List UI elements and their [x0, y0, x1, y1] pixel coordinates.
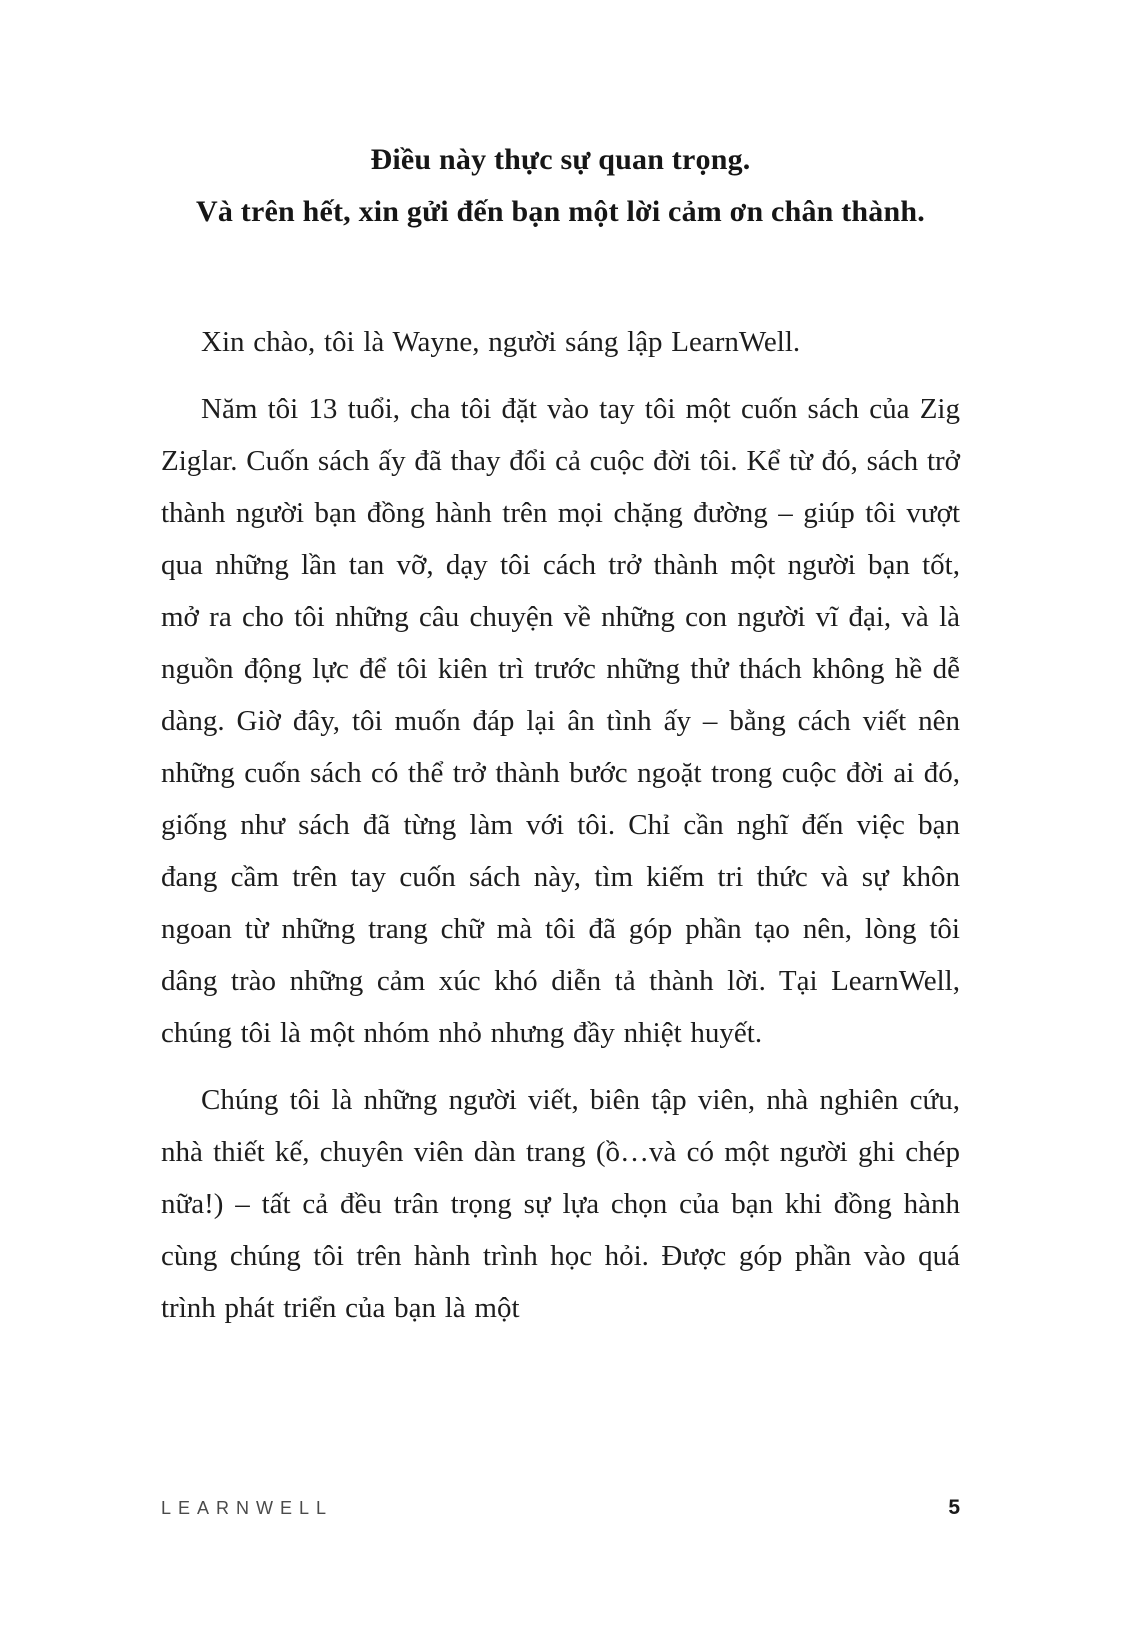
paragraph-intro: Xin chào, tôi là Wayne, người sáng lập LearnWell. — [201, 326, 801, 358]
page-content — [161, 0, 960, 1646]
heading-line-1: Điều này thực sự quan trọng. — [370, 143, 751, 176]
page-footer — [161, 1496, 960, 1520]
body-text — [161, 316, 960, 1334]
footer-brand: LEARNWELL — [161, 1498, 334, 1518]
paragraph-story: Năm tôi 13 tuổi, cha tôi đặt vào tay tôi một cuốn sách của Zig Ziglar. Cuốn sách ấy đã thay đổi cả cuộc đời tôi. Kể từ đó, sách trở thành người bạn đồng hành trên mọi chặng đường – giúp tôi vượt qua những lần tan vỡ, dạy tôi cách trở thành một người bạn tốt, mở ra cho tôi những câu chuyện về những con người vĩ đại, và là nguồn động lực để tôi kiên trì trước những thử thách không hề dễ dàng. Giờ đây, tôi muốn đáp lại ân tình ấy – bằng cách viết nên những cuốn sách có thể trở thành bước ngoặt trong cuộc đời ai đó, giống như sách đã từng làm với tôi. Chỉ cần nghĩ đến việc bạn đang cầm trên tay cuốn sách này, tìm kiếm tri thức và sự khôn ngoan từ những trang chữ mà tôi đã góp phần tạo nên, lòng tôi dâng trào những cảm xúc khó diễn tả thành lời. Tại LearnWell, chúng tôi là một nhóm nhỏ nhưng đầy nhiệt huyết. — [161, 393, 960, 1049]
heading-line-2: Và trên hết, xin gửi đến bạn một lời cảm ơn chân thành. — [196, 195, 925, 228]
chapter-heading — [161, 134, 960, 238]
paragraph-team: Chúng tôi là những người viết, biên tập viên, nhà nghiên cứu, nhà thiết kế, chuyên viên dàn trang (ồ…và có một người ghi chép nữa!) – tất cả đều trân trọng sự lựa chọn của bạn khi đồng hành cùng chúng tôi trên hành trình học hỏi. Được góp phần vào quá trình phát triển của bạn là một — [161, 1084, 960, 1324]
footer-page-number: 5 — [948, 1496, 960, 1519]
